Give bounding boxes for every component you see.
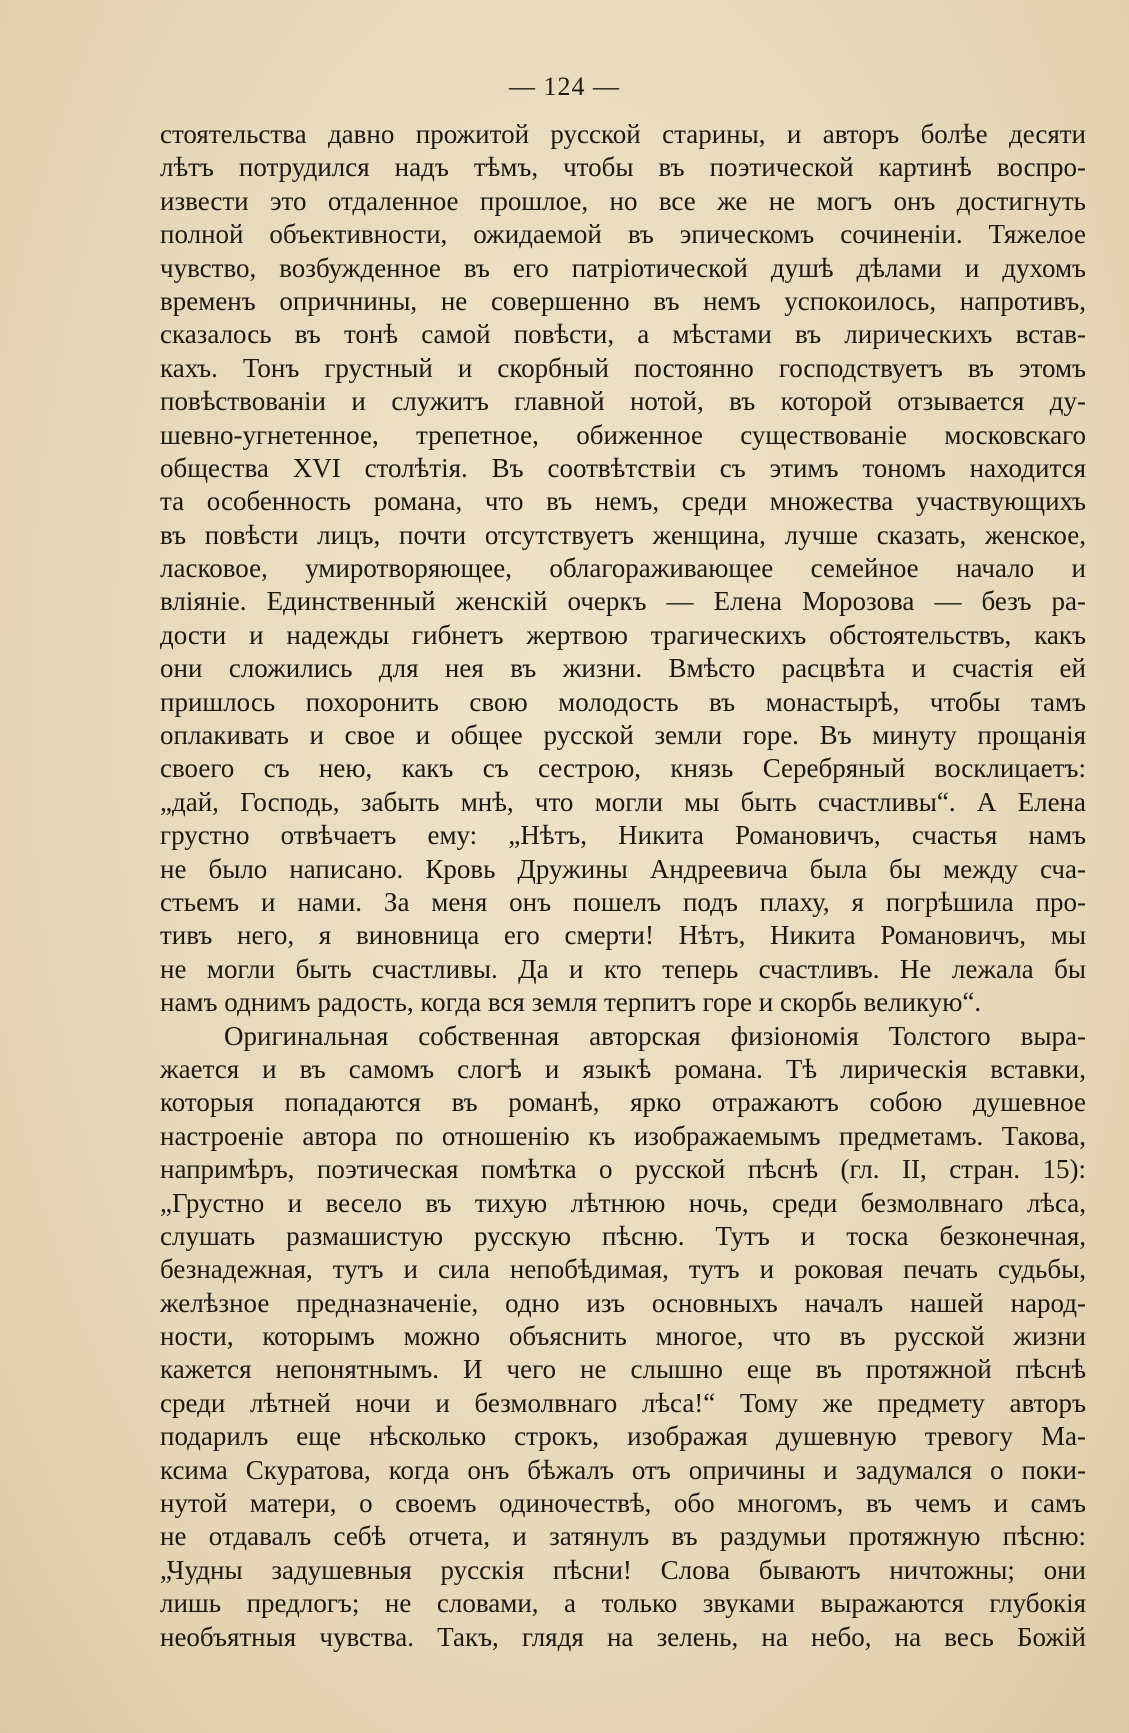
text-line: не было написано. Кровь Дружины Андреевича была бы между сча- [160,853,1086,884]
text-line: слушать размашистую русскую пѣсню. Тутъ и тоска безконечная, [160,1220,1086,1251]
text-line: среди лѣтней ночи и безмолвнаго лѣса!“ Тому же предмету авторъ [160,1387,1086,1418]
text-line: они сложились для нея въ жизни. Вмѣсто расцвѣта и счастія ей [160,653,1086,684]
text-line: жается и въ самомъ слогѣ и языкѣ романа. Тѣ лирическія вставки, [160,1053,1086,1084]
text-line: дости и надежды гибнетъ жертвою трагическихъ обстоятельствъ, какъ [160,619,1086,650]
text-line: полной объективности, ожидаемой въ эпическомъ сочиненіи. Тяжелое [160,219,1086,250]
text-line: „дай, Господь, забыть мнѣ, что могли мы быть счастливы“. А Елена [160,786,1086,817]
text-line: шевно-угнетенное, трепетное, обиженное существованіе московскаго [160,419,1086,450]
text-line: напримѣръ, поэтическая помѣтка о русской пѣснѣ (гл. II, стран. 15): [160,1154,1086,1185]
text-line: лишь предлогъ; не словами, а только звуками выражаются глубокія [160,1588,1086,1619]
text-line: необъятныя чувства. Такъ, глядя на зелень, на небо, на весь Божій [160,1621,1086,1652]
text-line: временъ опричнины, не совершенно въ немъ успокоилось, напротивъ, [160,285,1086,316]
text-line: не могли быть счастливы. Да и кто теперь счастливъ. Не лежала бы [160,953,1086,984]
text-line: тивъ него, я виновница его смерти! Нѣтъ, Никита Романовичъ, мы [160,920,1086,951]
text-line: извести это отдаленное прошлое, но все же не могъ онъ достигнуть [160,185,1086,216]
text-line: своего съ нею, какъ съ сестрою, князь Серебряный восклицаетъ: [160,753,1086,784]
text-line: кажется непонятнымъ. И чего не слышно еще въ протяжной пѣснѣ [160,1354,1086,1385]
text-line: подарилъ еще нѣсколько строкъ, изображая душевную тревогу Ма- [160,1421,1086,1452]
text-line: настроеніе автора по отношенію къ изображаемымъ предметамъ. Такова, [160,1120,1086,1151]
text-line: чувство, возбужденное въ его патріотической душѣ дѣлами и духомъ [160,252,1086,283]
text-line: „Грустно и весело въ тихую лѣтнюю ночь, среди безмолвнаго лѣса, [160,1187,1086,1218]
text-line: вліяніе. Единственный женскій очеркъ — Елена Морозова — безъ ра- [160,586,1086,617]
text-line: въ повѣсти лицъ, почти отсутствуетъ женщина, лучше сказать, женское, [160,519,1086,550]
text-line: стьемъ и нами. За меня онъ пошелъ подъ плаху, я погрѣшила про- [160,886,1086,917]
text-line: ксима Скуратова, когда онъ бѣжалъ отъ опричины и задумался о поки- [160,1454,1086,1485]
text-line: та особенность романа, что въ немъ, среди множества участвующихъ [160,486,1086,517]
text-line: лѣтъ потрудился надъ тѣмъ, чтобы въ поэтической картинѣ воспро- [160,152,1086,183]
paragraph-2 [160,1020,1086,1654]
text-line: безнадежная, тутъ и сила непобѣдимая, тутъ и роковая печать судьбы, [160,1254,1086,1285]
text-line: сказалось въ тонѣ самой повѣсти, а мѣстами въ лирическихъ встав- [160,319,1086,350]
page-number: — 124 — [509,72,620,101]
text-line: которыя попадаются въ романѣ, ярко отражаютъ собою душевное [160,1087,1086,1118]
paragraph-1 [160,118,1086,1020]
text-line: пришлось похоронить свою молодость въ монастырѣ, чтобы тамъ [160,686,1086,717]
text-line: не отдавалъ себѣ отчета, и затянулъ въ раздумьи протяжную пѣсню: [160,1521,1086,1552]
text-line: Оригинальная собственная авторская физіономія Толстого выра- [224,1020,1086,1051]
text-line: нутой матери, о своемъ одиночествѣ, обо многомъ, въ чемъ и самъ [160,1488,1086,1519]
text-line: ласковое, умиротворяющее, облагораживающее семейное начало и [160,553,1086,584]
text-line: общества XVI столѣтія. Въ соотвѣтствіи съ этимъ тономъ находится [160,452,1086,483]
text-line: кахъ. Тонъ грустный и скорбный постоянно господствуетъ въ этомъ [160,352,1086,383]
text-line: грустно отвѣчаетъ ему: „Нѣтъ, Никита Романовичъ, счастья намъ [160,820,1086,851]
text-line: „Чудны задушевныя русскія пѣсни! Слова бываютъ ничтожны; они [160,1554,1086,1585]
text-line: желѣзное предназначеніе, одно изъ основныхъ началъ нашей народ- [160,1287,1086,1318]
text-line: оплакивать и свое и общее русской земли горе. Въ минуту прощанія [160,720,1086,751]
body-text [160,118,1086,1654]
text-line: стоятельства давно прожитой русской старины, и авторъ болѣе десяти [160,119,1086,149]
text-line: намъ однимъ радость, когда вся земля терпитъ горе и скорбь великую“. [160,987,982,1018]
text-line: повѣствованіи и служитъ главной нотой, въ которой отзывается ду- [160,386,1086,417]
text-line: ности, которымъ можно объяснить многое, что въ русской жизни [160,1321,1086,1352]
